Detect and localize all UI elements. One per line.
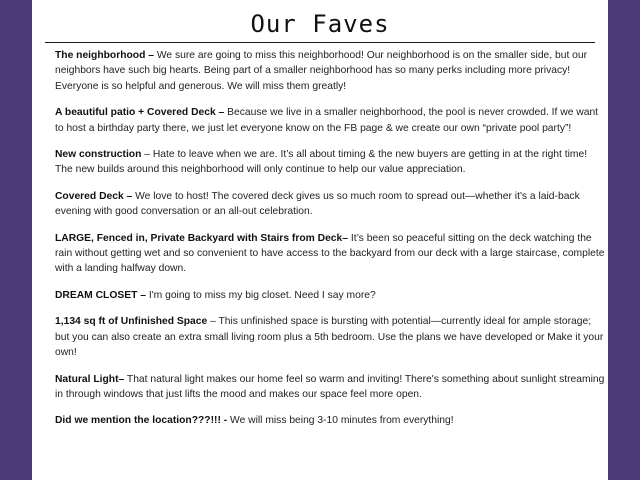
fave-heading: New construction (55, 149, 142, 161)
fave-text: It’s been so peaceful sitting on the deck watching the rain without getting wet and so convenient to have access to the backyard from our deck with a large staircase, complete with a landing halfway down. (55, 232, 605, 275)
fave-text: That natural light makes our home feel so warm and inviting! There's something about sunlight streaming in through windows that just lifts the mood and makes our space feel more open. (55, 373, 605, 400)
page-title: Our Faves (250, 10, 390, 38)
fave-item-backyard (55, 231, 605, 277)
fave-heading: A beautiful patio + Covered Deck – (55, 107, 225, 119)
fave-item-location (55, 413, 605, 428)
fave-item-neighborhood (55, 48, 605, 94)
title-divider (45, 42, 595, 43)
fave-heading: Did we mention the location???!!! - (55, 415, 228, 427)
fave-heading: Natural Light– (55, 373, 125, 385)
fave-heading: The neighborhood – (55, 50, 154, 61)
fave-item-new-construction (55, 147, 605, 178)
fave-item-unfinished-space (55, 314, 605, 360)
fave-heading: LARGE, Fenced in, Private Backyard with Stairs from Deck– (55, 232, 348, 244)
fave-item-patio (55, 105, 605, 136)
fave-text: Because we live in a smaller neighborhood, the pool is never crowded. If we want to host a birthday party there, we just let everyone know on the FB page & we create our own “private pool party”! (55, 107, 599, 134)
fave-item-dream-closet (55, 288, 605, 303)
document-page (32, 0, 608, 480)
fave-heading: DREAM CLOSET – (55, 289, 146, 301)
faves-list (55, 48, 605, 440)
fave-heading: 1,134 sq ft of Unfinished Space (55, 316, 208, 328)
fave-text: We will miss being 3-10 minutes from everything! (227, 415, 454, 427)
fave-item-natural-light (55, 372, 605, 403)
fave-text: I'm going to miss my big closet. Need I say more? (145, 289, 376, 301)
fave-item-covered-deck (55, 189, 605, 220)
fave-heading: Covered Deck – (55, 190, 133, 202)
fave-text: – This unfinished space is bursting with potential—currently ideal for ample storage; but you can also create an extra small living room plus a 5th bedroom. Use the plans we have developed or Make it your own! (55, 316, 604, 359)
fave-text: – Hate to leave when we are. It’s all about timing & the new buyers are getting in at the right time! The new builds around this neighborhood will only continue to help our value appreciation. (55, 149, 588, 176)
fave-text: We sure are going to miss this neighborhood! Our neighborhood is on the smaller side, but our neighbors have such big hearts. Being part of a smaller neighborhood has so many perks including more privacy! Everyone is so helpful and generous. We will miss them greatly! (55, 50, 588, 92)
fave-text: We love to host! The covered deck gives us so much room to spread out—whether it's a laid-back evening with good conversation or an all-out celebration. (55, 190, 580, 218)
